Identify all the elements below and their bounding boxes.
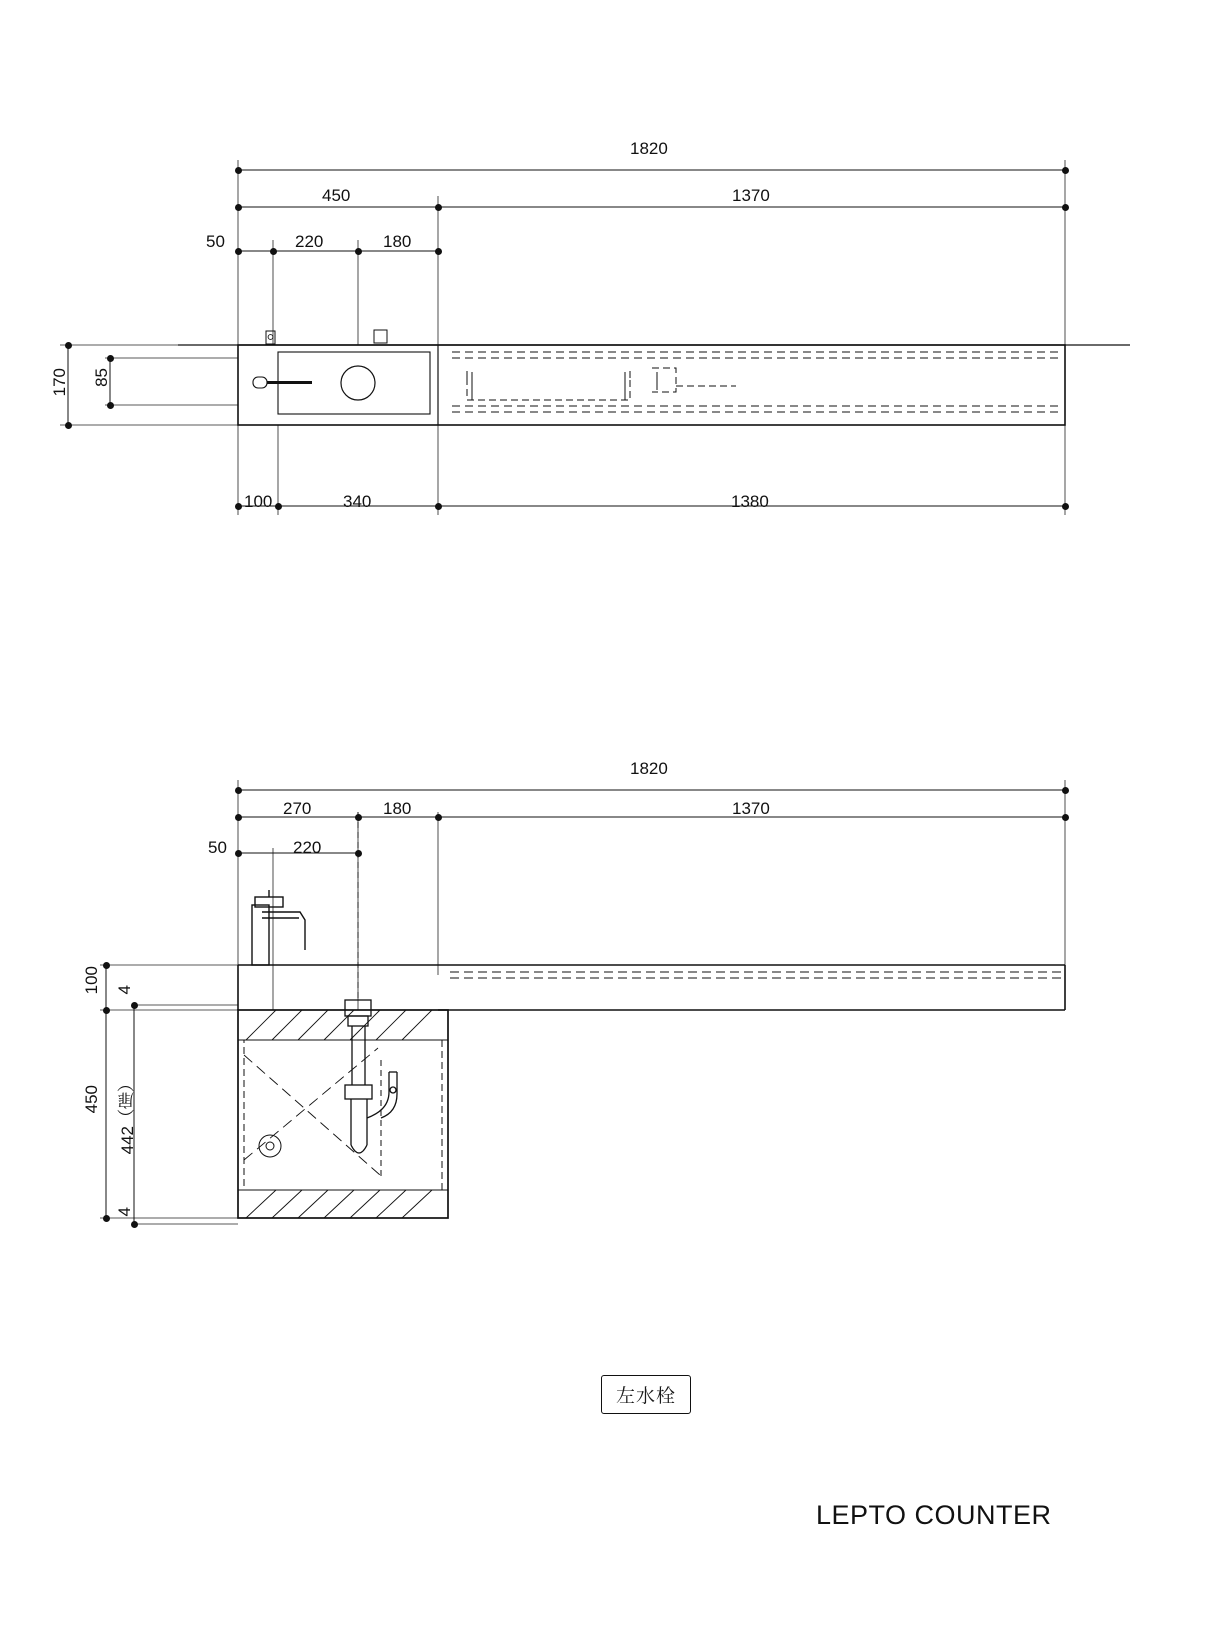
dim-tick [355, 814, 362, 821]
dim-tick [65, 342, 72, 349]
dim-tick [235, 167, 242, 174]
dim-tick [131, 1002, 138, 1009]
dim-tick [131, 1221, 138, 1228]
dim-tick [1062, 787, 1069, 794]
dim-tick [107, 355, 114, 362]
dim-tick [235, 503, 242, 510]
dim-elev-270: 270 [283, 799, 312, 818]
dim-tick [103, 1215, 110, 1222]
dim-bottom-1380: 1380 [731, 492, 769, 511]
dim-left-85: 85 [92, 368, 111, 387]
dim-left-170: 170 [50, 368, 69, 397]
dim-elev-4-top: 4 [115, 985, 134, 995]
dim-top-180: 180 [383, 232, 412, 251]
dim-tick [235, 787, 242, 794]
dim-top-overall-1820: 1820 [630, 139, 668, 158]
dim-tick [435, 248, 442, 255]
dim-tick [435, 814, 442, 821]
dim-tick [275, 503, 282, 510]
brand-title: LEPTO COUNTER [816, 1500, 1052, 1530]
dim-elev-1370: 1370 [732, 799, 770, 818]
dim-tick [235, 814, 242, 821]
note-label-left-faucet: 左水栓 [601, 1375, 691, 1414]
dim-elev-100: 100 [82, 966, 101, 995]
dim-bottom-100: 100 [244, 492, 273, 511]
dim-tick [1062, 204, 1069, 211]
dim-tick [235, 248, 242, 255]
dim-tick [107, 402, 114, 409]
dim-elev-450: 450 [82, 1085, 101, 1114]
dim-tick [435, 503, 442, 510]
dim-top-50: 50 [206, 232, 225, 251]
dim-tick [1062, 503, 1069, 510]
dim-tick [103, 962, 110, 969]
dim-tick [103, 1007, 110, 1014]
dim-top-1370: 1370 [732, 186, 770, 205]
dim-elev-4-bottom: 4 [115, 1207, 134, 1217]
dim-elev-442-door: 442（扉） [118, 1075, 137, 1155]
dim-tick [235, 850, 242, 857]
dim-tick [1062, 167, 1069, 174]
dim-elev-50: 50 [208, 838, 227, 857]
dim-tick [270, 248, 277, 255]
dim-elev-180: 180 [383, 799, 412, 818]
dim-tick [355, 850, 362, 857]
dim-tick [435, 204, 442, 211]
dim-elev-overall-1820: 1820 [630, 759, 668, 778]
dim-tick [355, 248, 362, 255]
dim-top-450: 450 [322, 186, 351, 205]
dim-tick [65, 422, 72, 429]
dim-bottom-340: 340 [343, 492, 372, 511]
dim-tick [1062, 814, 1069, 821]
dim-elev-220: 220 [293, 838, 322, 857]
dim-tick [235, 204, 242, 211]
dim-top-220: 220 [295, 232, 324, 251]
